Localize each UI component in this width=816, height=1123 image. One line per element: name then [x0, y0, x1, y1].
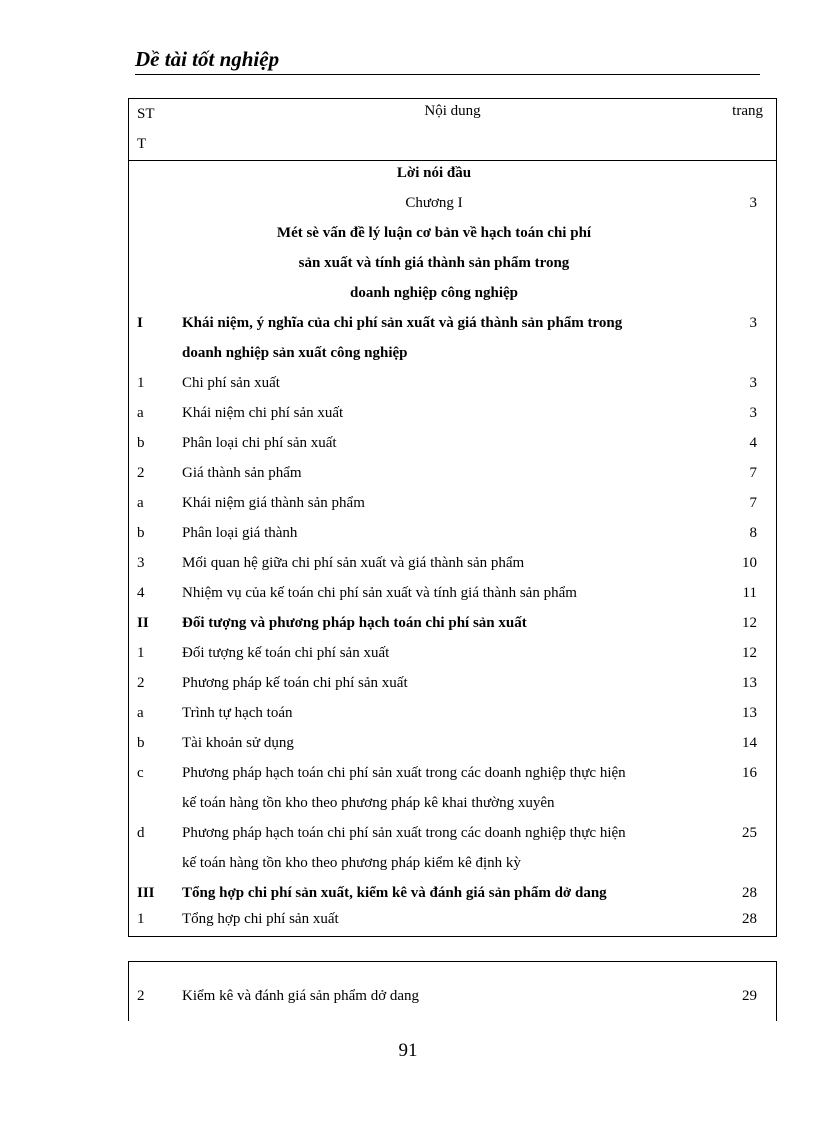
- entry-text: Khái niệm giá thành sản phẩm: [182, 495, 365, 511]
- toc-entry: [129, 821, 776, 851]
- entry-text: Phương pháp kế toán chi phí sản xuất: [182, 675, 408, 691]
- toc-entry: [129, 611, 776, 641]
- entry-number: 1: [137, 911, 145, 927]
- table-header-row: [129, 99, 776, 160]
- toc-entry: [129, 461, 776, 491]
- entry-number: 1: [137, 375, 145, 391]
- entry-page: 29: [742, 988, 757, 1004]
- toc-entry: [129, 671, 776, 701]
- toc-entry: [129, 491, 776, 521]
- entry-page: 3: [749, 315, 757, 331]
- entry-number: 3: [137, 555, 145, 571]
- entry-text: Khái niệm chi phí sản xuất: [182, 405, 344, 421]
- entry-page: 4: [749, 435, 757, 451]
- entry-number: 2: [137, 988, 145, 1004]
- title-text: Chương I: [405, 195, 463, 211]
- entry-number: b: [137, 435, 145, 451]
- entry-page: 7: [749, 465, 757, 481]
- entry-page: 16: [742, 765, 757, 781]
- entry-page: 14: [742, 735, 757, 751]
- entry-number: II: [137, 615, 149, 631]
- toc-entry: [129, 371, 776, 401]
- entry-text: kế toán hàng tồn kho theo phương pháp kê khai thường xuyên: [182, 795, 555, 811]
- entry-number: c: [137, 765, 144, 781]
- toc-table-continuation: [128, 961, 777, 1021]
- entry-text: Kiểm kê và đánh giá sản phẩm dở dang: [182, 988, 420, 1004]
- toc-entry: [129, 761, 776, 791]
- entry-page: 28: [742, 885, 757, 901]
- title-text: doanh nghiệp công nghiệp: [350, 285, 518, 301]
- toc-table: [128, 98, 777, 937]
- entry-number: a: [137, 705, 144, 721]
- entry-text: Phương pháp hạch toán chi phí sản xuất trong các doanh nghiệp thực hiện: [182, 765, 626, 781]
- entry-number: a: [137, 495, 144, 511]
- entry-page: 7: [749, 495, 757, 511]
- entry-page: 3: [749, 375, 757, 391]
- stt-header-line1: ST: [137, 106, 155, 122]
- title-line: [129, 281, 776, 311]
- entry-number: 4: [137, 585, 145, 601]
- title-text: sản xuất và tính giá thành sản phẩm trong: [298, 255, 570, 271]
- entry-text: Trình tự hạch toán: [182, 705, 293, 721]
- entry-number: III: [137, 885, 155, 901]
- title-line: [129, 161, 776, 191]
- toc-entry: [129, 851, 776, 881]
- title-line: [129, 191, 776, 221]
- entry-number: 2: [137, 675, 145, 691]
- page-number: 91: [398, 1040, 418, 1061]
- title-page: 3: [749, 195, 757, 211]
- toc-entry: [129, 731, 776, 761]
- toc-entry: [129, 431, 776, 461]
- entry-number: d: [137, 825, 145, 841]
- toc-entry: [129, 791, 776, 821]
- toc-entry: [129, 701, 776, 731]
- entry-text: Tài khoản sử dụng: [182, 735, 294, 751]
- toc-entry: [129, 581, 776, 611]
- entry-text: Phương pháp hạch toán chi phí sản xuất trong các doanh nghiệp thực hiện: [182, 825, 626, 841]
- entry-text: Tổng hợp chi phí sản xuất, kiểm kê và đánh giá sản phẩm dở dang: [182, 885, 607, 901]
- entry-text: Giá thành sản phẩm: [182, 465, 302, 481]
- entry-text: Mối quan hệ giữa chi phí sản xuất và giá thành sản phẩm: [182, 555, 525, 571]
- toc-entry: [129, 984, 776, 1014]
- toc-entry: [129, 907, 776, 937]
- stt-header-line2: T: [137, 136, 147, 152]
- entry-page: 12: [742, 615, 757, 631]
- entry-text: Đối tượng và phương pháp hạch toán chi phí sản xuất: [182, 615, 527, 631]
- title-text: Lời nói đầu: [396, 165, 472, 181]
- entry-number: a: [137, 405, 144, 421]
- toc-entry: [129, 551, 776, 581]
- entry-page: 11: [742, 585, 757, 601]
- entry-page: 10: [742, 555, 757, 571]
- title-text: Mét sè vấn đề lý luận cơ bản về hạch toán chi phí: [276, 225, 592, 241]
- entry-page: 3: [749, 405, 757, 421]
- entry-page: 8: [749, 525, 757, 541]
- entry-text: Phân loại giá thành: [182, 525, 298, 541]
- entry-text: doanh nghiệp sản xuất công nghiệp: [182, 345, 408, 361]
- entry-number: 2: [137, 465, 145, 481]
- toc-entry: [129, 641, 776, 671]
- entry-text: Phân loại chi phí sản xuất: [182, 435, 337, 451]
- entry-text: Khái niệm, ý nghĩa của chi phí sản xuất và giá thành sản phẩm trong: [182, 315, 623, 331]
- toc-entry: [129, 521, 776, 551]
- entry-text: Chi phí sản xuất: [182, 375, 280, 391]
- entry-text: Nhiệm vụ của kế toán chi phí sản xuất và tính giá thành sản phẩm: [182, 585, 577, 601]
- entry-text: Đối tượng kế toán chi phí sản xuất: [182, 645, 390, 661]
- entry-page: 12: [742, 645, 757, 661]
- header-title: Dề tài tốt nghiệp: [135, 47, 280, 71]
- title-line: [129, 221, 776, 251]
- entry-page: 28: [742, 911, 757, 927]
- page-header: trang: [732, 103, 763, 119]
- toc-entry: [129, 401, 776, 431]
- entry-text: kế toán hàng tồn kho theo phương pháp kiểm kê định kỳ: [182, 855, 521, 871]
- title-line: [129, 251, 776, 281]
- entry-text: Tổng hợp chi phí sản xuất: [182, 911, 339, 927]
- toc-entry: [129, 341, 776, 371]
- entry-page: 13: [742, 705, 757, 721]
- toc-entry: [129, 311, 776, 341]
- entry-page: 13: [742, 675, 757, 691]
- entry-number: b: [137, 735, 145, 751]
- content-header: Nội dung: [424, 103, 481, 119]
- document-header: [135, 48, 760, 75]
- entry-page: 25: [742, 825, 757, 841]
- entry-number: 1: [137, 645, 145, 661]
- entry-number: b: [137, 525, 145, 541]
- entry-number: I: [137, 315, 143, 331]
